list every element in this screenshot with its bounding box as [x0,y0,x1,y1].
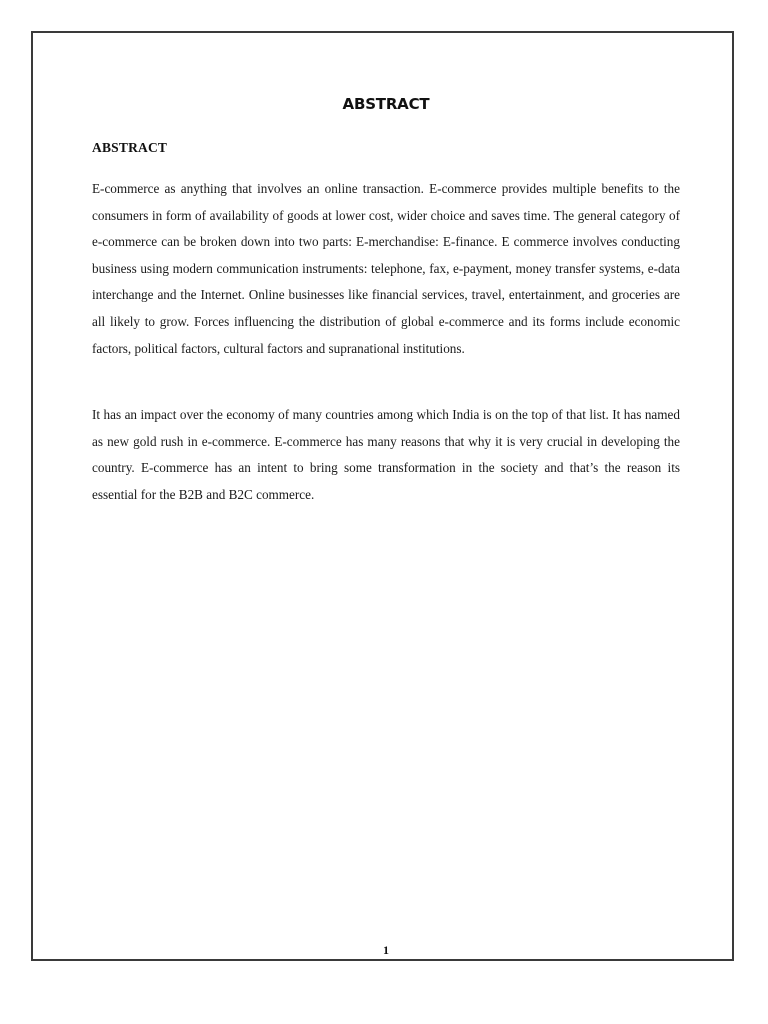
page-frame [31,31,734,961]
page-title: ABSTRACT [342,95,430,113]
page-number: 1 [383,943,389,957]
body-paragraph-1: E-commerce as anything that involves an online transaction. E-commerce provides multiple benefits to the consumers in form of availability of goods at lower cost, wider choice and saves time. The general category of e-commerce can be broken down into two parts: E-merchandise: E-finance. E commerce involves conducting business using modern communication instruments: telephone, fax, e-payment, money transfer systems, e-data interchange and the Internet. Online businesses like financial services, travel, entertainment, and groceries are all likely to grow. Forces influencing the distribution of global e-commerce and its forms include economic factors, political factors, cultural factors and supranational institutions. [92,181,680,356]
section-heading: ABSTRACT [92,140,168,155]
body-paragraph-2: It has an impact over the economy of many countries among which India is on the top of that list. It has named as new gold rush in e-commerce. E-commerce has many reasons that why it is very crucial in developing the country. E-commerce has an intent to bring some transformation in the society and that’s the reason its essential for the B2B and B2C commerce. [92,407,680,502]
